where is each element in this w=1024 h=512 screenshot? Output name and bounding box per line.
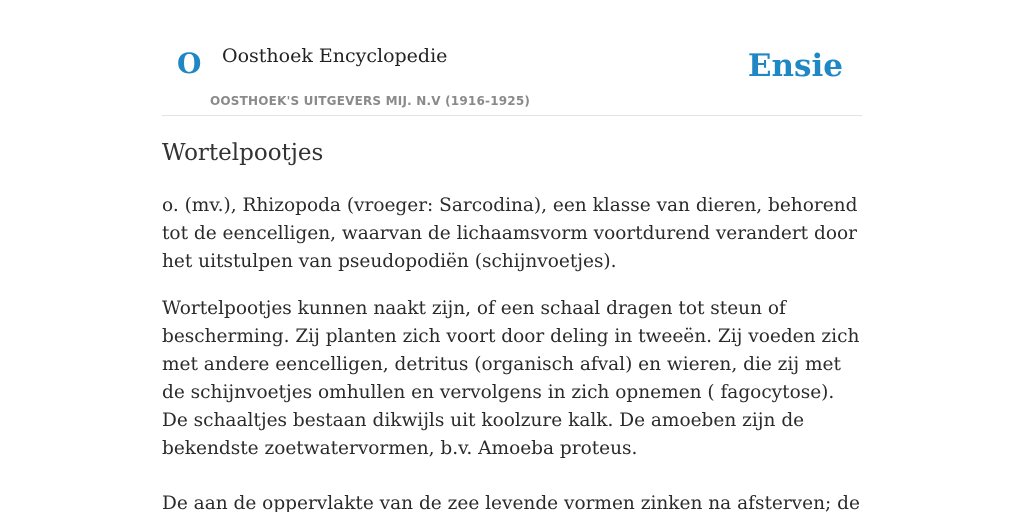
encyclopedia-logo-icon[interactable]: O	[177, 47, 202, 80]
article-paragraph-3: De aan de oppervlakte van de zee levende vormen zinken na afsterven; de	[162, 493, 860, 512]
article-title: Wortelpootjes	[162, 140, 324, 166]
site-header	[162, 0, 862, 116]
encyclopedia-title-link[interactable]: Oosthoek Encyclopedie	[222, 45, 448, 67]
content-container	[162, 0, 862, 512]
article-paragraph-1: o. (mv.), Rhizopoda (vroeger: Sarcodina), een klasse van dieren, behorend tot de eencelligen, waarvan de lichaamsvorm voortdurend verandert door het uitstulpen van pseudopodiën (schijnvoetjes).	[162, 195, 858, 272]
ensie-brand-link[interactable]: Ensie	[747, 48, 843, 84]
publisher-label: OOSTHOEK'S UITGEVERS MIJ. N.V (1916-1925)	[210, 94, 531, 108]
article-paragraph-2: Wortelpootjes kunnen naakt zijn, of een schaal dragen tot steun of bescherming. Zij planten zich voort door deling in tweeën. Zij voeden zich met andere eencelligen, detritus (organisch afval) en wieren, die zij met de schijnvoetjes omhullen en vervolgens in zich opnemen ( fagocytose). De schaaltjes bestaan dikwijls uit koolzure kalk. De amoeben zijn de bekendste zoetwatervormen, b.v. Amoeba proteus.	[162, 298, 860, 459]
article-body	[162, 192, 862, 512]
